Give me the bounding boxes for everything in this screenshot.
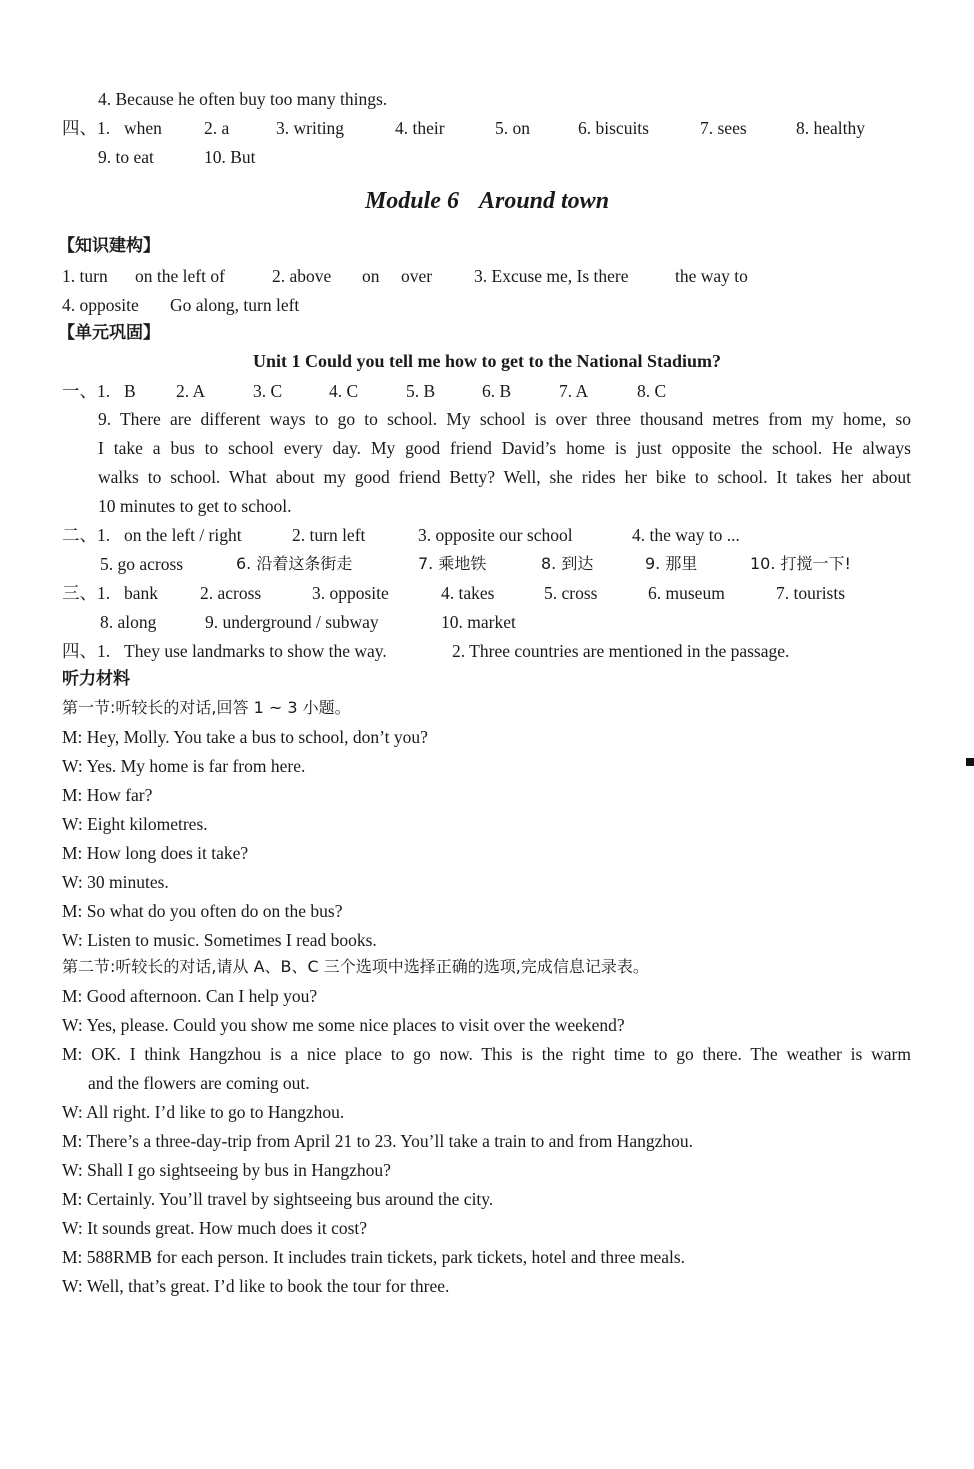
answer-item: 2. A bbox=[176, 381, 206, 401]
dialog-line: W: Yes. My home is far from here. bbox=[62, 756, 306, 776]
knowledge-item: on bbox=[362, 266, 380, 286]
listening-part-title: 第一节:听较长的对话,回答 1 ~ 3 小题。 bbox=[62, 698, 351, 717]
answer-item: 4. their bbox=[395, 118, 445, 138]
section-label: 一、1. bbox=[62, 381, 111, 401]
answer-item: 3. opposite our school bbox=[418, 525, 573, 545]
answer-item: on the left / right bbox=[124, 525, 242, 545]
module-name: Around town bbox=[478, 188, 610, 214]
answer-item: 6. 沿着这条街走 bbox=[236, 554, 353, 573]
passage-line: I take a bus to school every day. My good friend David’s home is just opposite the school. He always bbox=[98, 438, 911, 458]
module-number: Module 6 bbox=[364, 188, 459, 214]
answer-item: 2. turn left bbox=[292, 525, 366, 545]
dialog-line: M: How far? bbox=[62, 785, 153, 805]
dialog-line: M: There’s a three-day-trip from April 21 to 23. You’ll take a train to and from Hangzhou. bbox=[62, 1131, 693, 1151]
answer-item: They use landmarks to show the way. bbox=[124, 641, 387, 661]
edge-mark bbox=[966, 758, 974, 766]
answer-item: 2. Three countries are mentioned in the passage. bbox=[452, 641, 790, 661]
answer-item: 8. healthy bbox=[796, 118, 866, 138]
dialog-line: W: Shall I go sightseeing by bus in Hangzhou? bbox=[62, 1160, 391, 1180]
dialog-line: W: Eight kilometres. bbox=[62, 814, 208, 834]
answer-item: 3. C bbox=[253, 381, 283, 401]
dialog-line: and the flowers are coming out. bbox=[88, 1073, 310, 1093]
answer-item: 9. underground / subway bbox=[205, 612, 379, 632]
dialog-line: W: Listen to music. Sometimes I read books. bbox=[62, 930, 377, 950]
dialog-line: W: Well, that’s great. I’d like to book the tour for three. bbox=[62, 1276, 450, 1296]
unit-title: Unit 1 Could you tell me how to get to the National Stadium? bbox=[252, 351, 721, 371]
dialog-line: W: 30 minutes. bbox=[62, 872, 169, 892]
answer-item: 5. B bbox=[406, 381, 436, 401]
knowledge-item: 3. Excuse me, Is there bbox=[474, 266, 629, 286]
knowledge-item: 4. opposite bbox=[62, 295, 139, 315]
knowledge-item: 1. turn bbox=[62, 266, 108, 286]
section-header-consolidate: 【单元巩固】 bbox=[58, 323, 160, 343]
answer-item: 9. 那里 bbox=[645, 554, 698, 573]
answer-item: 5. cross bbox=[544, 583, 598, 603]
answer-item: 8. 到达 bbox=[541, 554, 594, 573]
listening-part-title: 第二节:听较长的对话,请从 A、B、C 三个选项中选择正确的选项,完成信息记录表。 bbox=[62, 957, 649, 976]
section-header-listening: 听力材料 bbox=[62, 669, 130, 689]
answer-item: B bbox=[124, 381, 136, 401]
answer-item: 7. sees bbox=[700, 118, 747, 138]
dialog-line: M: OK. I think Hangzhou is a nice place to go now. This is the right time to go there. The weather is warm bbox=[62, 1044, 911, 1064]
dialog-line: W: All right. I’d like to go to Hangzhou. bbox=[62, 1102, 345, 1122]
section-label: 四、1. bbox=[62, 641, 111, 661]
answer-item: 6. museum bbox=[648, 583, 725, 603]
answer-item: 4. takes bbox=[441, 583, 495, 603]
answer-item: 5. go across bbox=[100, 554, 184, 574]
section-header-knowledge: 【知识建构】 bbox=[58, 236, 160, 256]
answer-item: 4. the way to ... bbox=[632, 525, 740, 545]
passage-line: 10 minutes to get to school. bbox=[98, 496, 292, 516]
answer-item: 9. to eat bbox=[98, 147, 154, 167]
answer-line: 4. Because he often buy too many things. bbox=[98, 89, 388, 109]
knowledge-item: over bbox=[401, 266, 433, 286]
answer-item: 7. A bbox=[559, 381, 589, 401]
answer-item: 7. 乘地铁 bbox=[418, 554, 487, 573]
knowledge-item: Go along, turn left bbox=[170, 295, 300, 315]
answer-item: 6. B bbox=[482, 381, 512, 401]
section-label: 三、1. bbox=[62, 583, 111, 603]
answer-item: bank bbox=[124, 583, 159, 603]
answer-item: 5. on bbox=[495, 118, 530, 138]
knowledge-item: on the left of bbox=[135, 266, 225, 286]
answer-item: 8. along bbox=[100, 612, 157, 632]
answer-item: 3. writing bbox=[276, 118, 345, 138]
dialog-line: M: Good afternoon. Can I help you? bbox=[62, 986, 318, 1006]
knowledge-item: the way to bbox=[675, 266, 748, 286]
answer-item: 6. biscuits bbox=[578, 118, 649, 138]
answer-item: 10. But bbox=[204, 147, 256, 167]
answer-item: 7. tourists bbox=[776, 583, 846, 603]
section-label: 四、1. bbox=[62, 118, 111, 138]
answer-item: 8. C bbox=[637, 381, 667, 401]
dialog-line: M: How long does it take? bbox=[62, 843, 249, 863]
answer-item: 10. 打搅一下! bbox=[750, 554, 851, 573]
answer-item: 2. a bbox=[204, 118, 230, 138]
dialog-line: M: So what do you often do on the bus? bbox=[62, 901, 343, 921]
module-title bbox=[0, 186, 974, 216]
dialog-line: W: It sounds great. How much does it cost? bbox=[62, 1218, 368, 1238]
answer-item: 3. opposite bbox=[312, 583, 389, 603]
section-label: 二、1. bbox=[62, 525, 111, 545]
dialog-line: M: 588RMB for each person. It includes train tickets, park tickets, hotel and three meals. bbox=[62, 1247, 686, 1267]
answer-item: 10. market bbox=[441, 612, 516, 632]
passage-line: 9. There are different ways to go to school. My school is over three thousand metres from my home, so bbox=[98, 409, 911, 429]
dialog-line: M: Hey, Molly. You take a bus to school, don’t you? bbox=[62, 727, 428, 747]
answer-item: 2. across bbox=[200, 583, 262, 603]
answer-item: 4. C bbox=[329, 381, 359, 401]
dialog-line: M: Certainly. You’ll travel by sightseeing bus around the city. bbox=[62, 1189, 494, 1209]
knowledge-item: 2. above bbox=[272, 266, 332, 286]
passage-line: walks to school. What about my good friend Betty? Well, she rides her bike to school. It takes her about bbox=[98, 467, 911, 487]
answer-item: when bbox=[124, 118, 162, 138]
dialog-line: W: Yes, please. Could you show me some nice places to visit over the weekend? bbox=[62, 1015, 625, 1035]
